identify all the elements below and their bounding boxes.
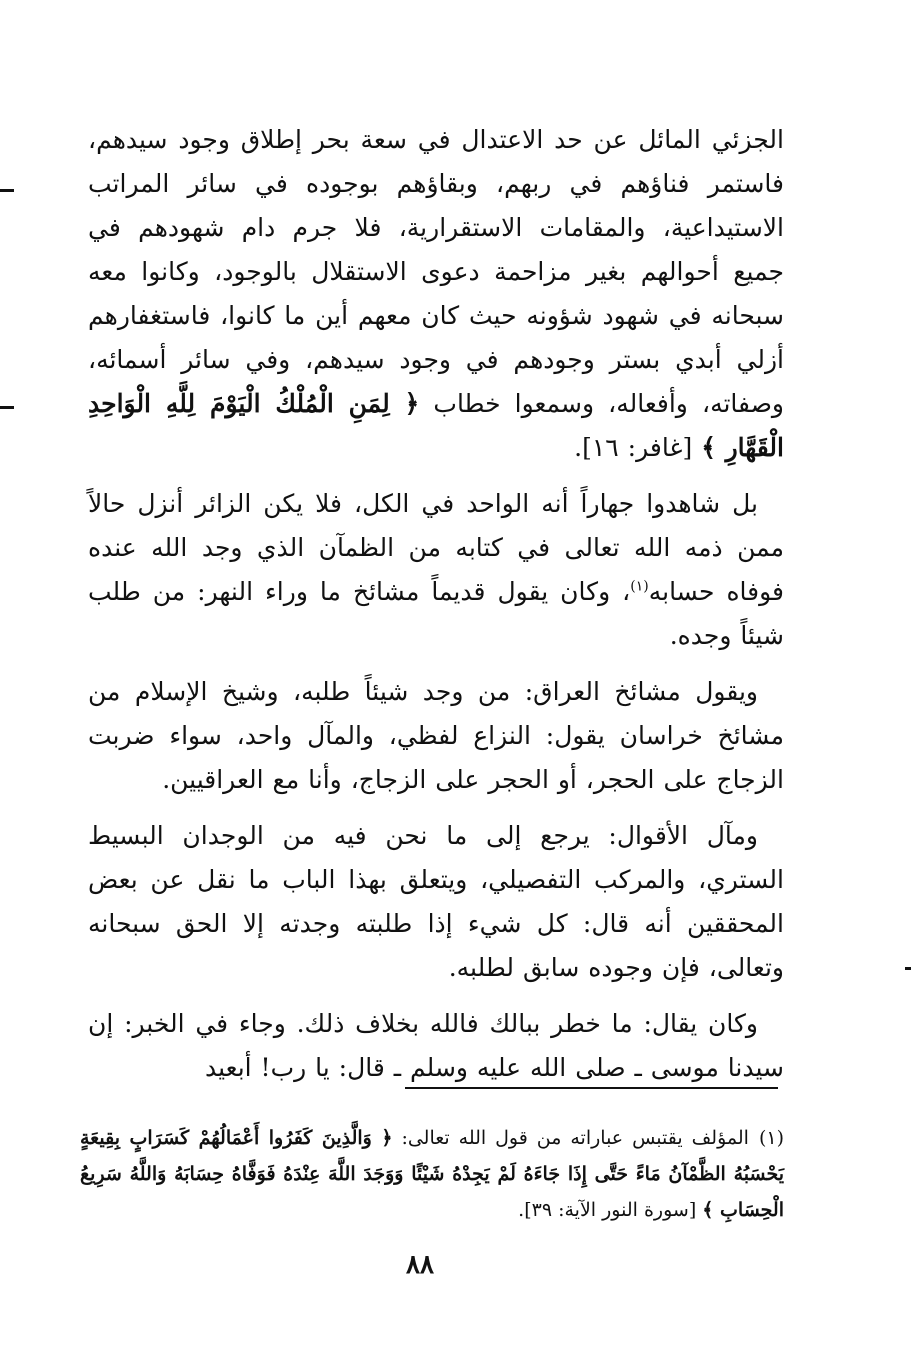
footnote-reference: [سورة النور الآية: ٣٩]. <box>518 1199 697 1221</box>
margin-mark <box>0 406 14 409</box>
paragraph-text: ومآل الأقوال: يرجع إلى ما نحن فيه من الوجدان البسيط الستري، والمركب التفصيلي، ويتعلق بهذا الباب ما نقل عن بعض المحققين أنه قال: كل شيء إذا طلبته وجدته إلا الحق سبحانه وتعالى، فإن وجوده سابق لطلبه. <box>88 821 784 982</box>
footnote-number: (١) <box>758 1127 784 1149</box>
margin-mark <box>0 189 14 192</box>
paragraph-4 <box>88 814 784 990</box>
paragraph-text: ، وكان يقول قديماً مشائخ ما وراء النهر: من طلب شيئاً وجده. <box>88 577 784 650</box>
main-text <box>88 118 784 1090</box>
paragraph-1 <box>88 118 784 470</box>
footnote-verse: ﴿ وَالَّذِينَ كَفَرُوا أَعْمَالُهُمْ كَسَرَابٍ بِقِيعَةٍ يَحْسَبُهُ الظَّمْآنُ مَاءً حَتَّى إِذَا جَاءَهُ لَمْ يَجِدْهُ شَيْئًا وَوَجَدَ اللَّهَ عِنْدَهُ فَوَفَّاهُ حِسَابَهُ وَاللَّهُ سَرِيعُ الْحِسَابِ ﴾ <box>80 1127 784 1221</box>
paragraph-5 <box>88 1002 784 1090</box>
footnote <box>80 1120 784 1228</box>
paragraph-text: وكان يقال: ما خطر ببالك فالله بخلاف ذلك. وجاء في الخبر: إن سيدنا موسى ـ صلى الله عليه وسلم ـ قال: يا رب! أبعيد <box>88 1009 784 1082</box>
page-number: ٨٨ <box>406 1250 434 1280</box>
quote-reference: [غافر: ١٦]. <box>574 433 693 462</box>
paragraph-3 <box>88 670 784 802</box>
quran-quote: ﴿ لِمَنِ الْمُلْكُ الْيَوْمَ لِلَّهِ الْوَاحِدِ الْقَهَّارِ ﴾ <box>88 389 784 462</box>
footnote-marker[interactable]: (١) <box>630 578 649 595</box>
paragraph-2 <box>88 482 784 658</box>
paragraph-text: ويقول مشائخ العراق: من وجد شيئاً طلبه، وشيخ الإسلام من مشائخ خراسان يقول: النزاع لفظي، والمآل واحد، سواء ضربت الزجاج على الحجر، أو الحجر على الزجاج، وأنا مع العراقيين. <box>88 677 784 794</box>
footnote-separator <box>405 1087 778 1089</box>
footnote-intro: المؤلف يقتبس عباراته من قول الله تعالى: <box>401 1127 749 1149</box>
paragraph-text: بل شاهدوا جهاراً أنه الواحد في الكل، فلا يكن الزائر أنزل حالاً ممن ذمه الله تعالى في كتابه من الظمآن الذي وجد الله عنده فوفاه حسابه <box>88 489 784 606</box>
paragraph-text: الجزئي المائل عن حد الاعتدال في سعة بحر إطلاق وجود سيدهم، فاستمر فناؤهم في ربهم، وبقاؤهم بوجوده في سائر المراتب الاستيداعية، والمقامات الاستقرارية، فلا جرم دام شهودهم في جميع أحوالهم بغير مزاحمة دعوى الاستقلال بالوجود، وكانوا معه سبحانه في شهود شؤونه حيث كان معهم أين ما كانوا، فاستغفارهم أزلي أبدي بستر وجودهم في وجود سيدهم، وفي سائر أسمائه، وصفاته، وأفعاله، وسمعوا خطاب <box>88 125 784 418</box>
margin-mark <box>905 967 911 970</box>
